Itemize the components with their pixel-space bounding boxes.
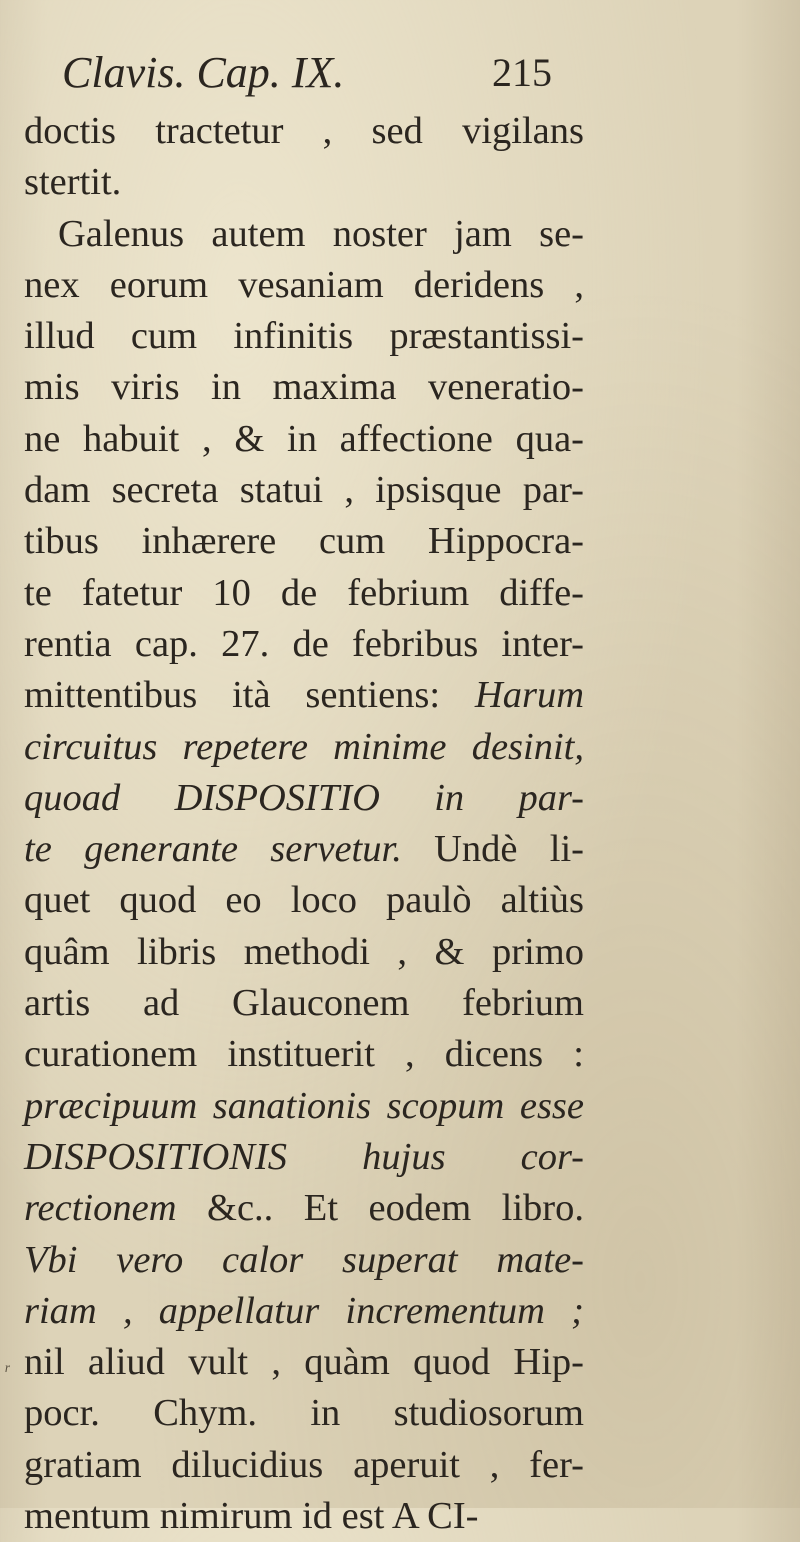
text-line [24, 1337, 584, 1388]
roman-run: mittentibus ità sentiens: [24, 674, 475, 717]
text-line [24, 311, 584, 362]
italic-run: præcipuum sanationis scopum esse [24, 1084, 584, 1127]
roman-run: stertit. [24, 161, 122, 204]
roman-run: nex eorum vesaniam deridens , [24, 263, 584, 306]
roman-run: doctis tractetur , sed vigilans [24, 110, 584, 152]
italic-run: te generante servetur. [24, 828, 402, 871]
text-line [24, 978, 584, 1029]
text-line [24, 465, 584, 516]
text-line [24, 619, 584, 670]
roman-run: ne habuit , & in affectione qua- [24, 417, 584, 460]
roman-run: mis viris in maxima veneratio- [24, 366, 584, 409]
italic-run: rectionem [24, 1187, 177, 1230]
italic-run: riam , appellatur incrementum ; [24, 1289, 584, 1332]
roman-run: illud cum infinitis præstantissi- [24, 315, 584, 358]
chapter-heading: Clavis. Cap. IX. [62, 48, 345, 97]
text-line [24, 1235, 584, 1286]
body-text [24, 106, 584, 1542]
page-number: 215 [492, 50, 552, 95]
roman-run: artis ad Glauconem febrium [24, 982, 584, 1025]
text-line [24, 1286, 584, 1337]
roman-run: Galenus autem noster jam se- [58, 212, 584, 255]
roman-run: dam secreta statui , ipsisque par- [24, 469, 584, 512]
roman-run: quet quod eo loco paulò altiùs [24, 879, 584, 922]
text-line [24, 209, 584, 260]
italic-run: circuitus repetere minime desinit, [24, 725, 584, 768]
text-line [24, 824, 584, 875]
text-line [24, 362, 584, 413]
italic-run: Vbi vero calor superat mate- [24, 1238, 584, 1281]
roman-run: te fatetur 10 de febrium diffe- [24, 571, 584, 614]
text-line [24, 414, 584, 465]
text-line [24, 568, 584, 619]
text-line [24, 106, 584, 157]
text-line [24, 1388, 584, 1439]
text-line [24, 875, 584, 926]
stray-ink-mark: ʳ [4, 1358, 9, 1383]
running-head [62, 42, 552, 104]
text-line [24, 1029, 584, 1080]
text-line [24, 157, 584, 208]
roman-run: pocr. Chym. in studiosorum [24, 1392, 584, 1435]
roman-run: tibus inhærere cum Hippocra- [24, 520, 584, 563]
text-line [24, 1440, 584, 1491]
roman-run: gratiam dilucidius aperuit , fer- [24, 1443, 584, 1486]
italic-run: Harum [474, 674, 584, 717]
roman-run: &c.. Et eodem libro. [176, 1187, 584, 1230]
text-line [24, 260, 584, 311]
italic-run: DISPOSITIONIS hujus cor- [24, 1135, 584, 1178]
text-line [24, 722, 584, 773]
text-line [24, 1081, 584, 1132]
roman-run: rentia cap. 27. de febribus inter- [24, 622, 584, 665]
roman-run: nil aliud vult , quàm quod Hip- [24, 1341, 584, 1384]
roman-run: quâm libris methodi , & primo [24, 930, 584, 973]
roman-run: Undè li- [401, 828, 585, 871]
text-line [24, 1183, 584, 1234]
text-line [24, 516, 584, 567]
text-line [24, 670, 584, 721]
text-line [24, 927, 584, 978]
italic-run: quoad DISPOSITIO in par- [24, 776, 584, 819]
roman-run: mentum nimirum id est A CI- [24, 1495, 479, 1538]
text-line [24, 773, 584, 824]
roman-run: curationem instituerit , dicens : [24, 1033, 584, 1076]
text-line [24, 1132, 584, 1183]
text-line [24, 1491, 584, 1542]
